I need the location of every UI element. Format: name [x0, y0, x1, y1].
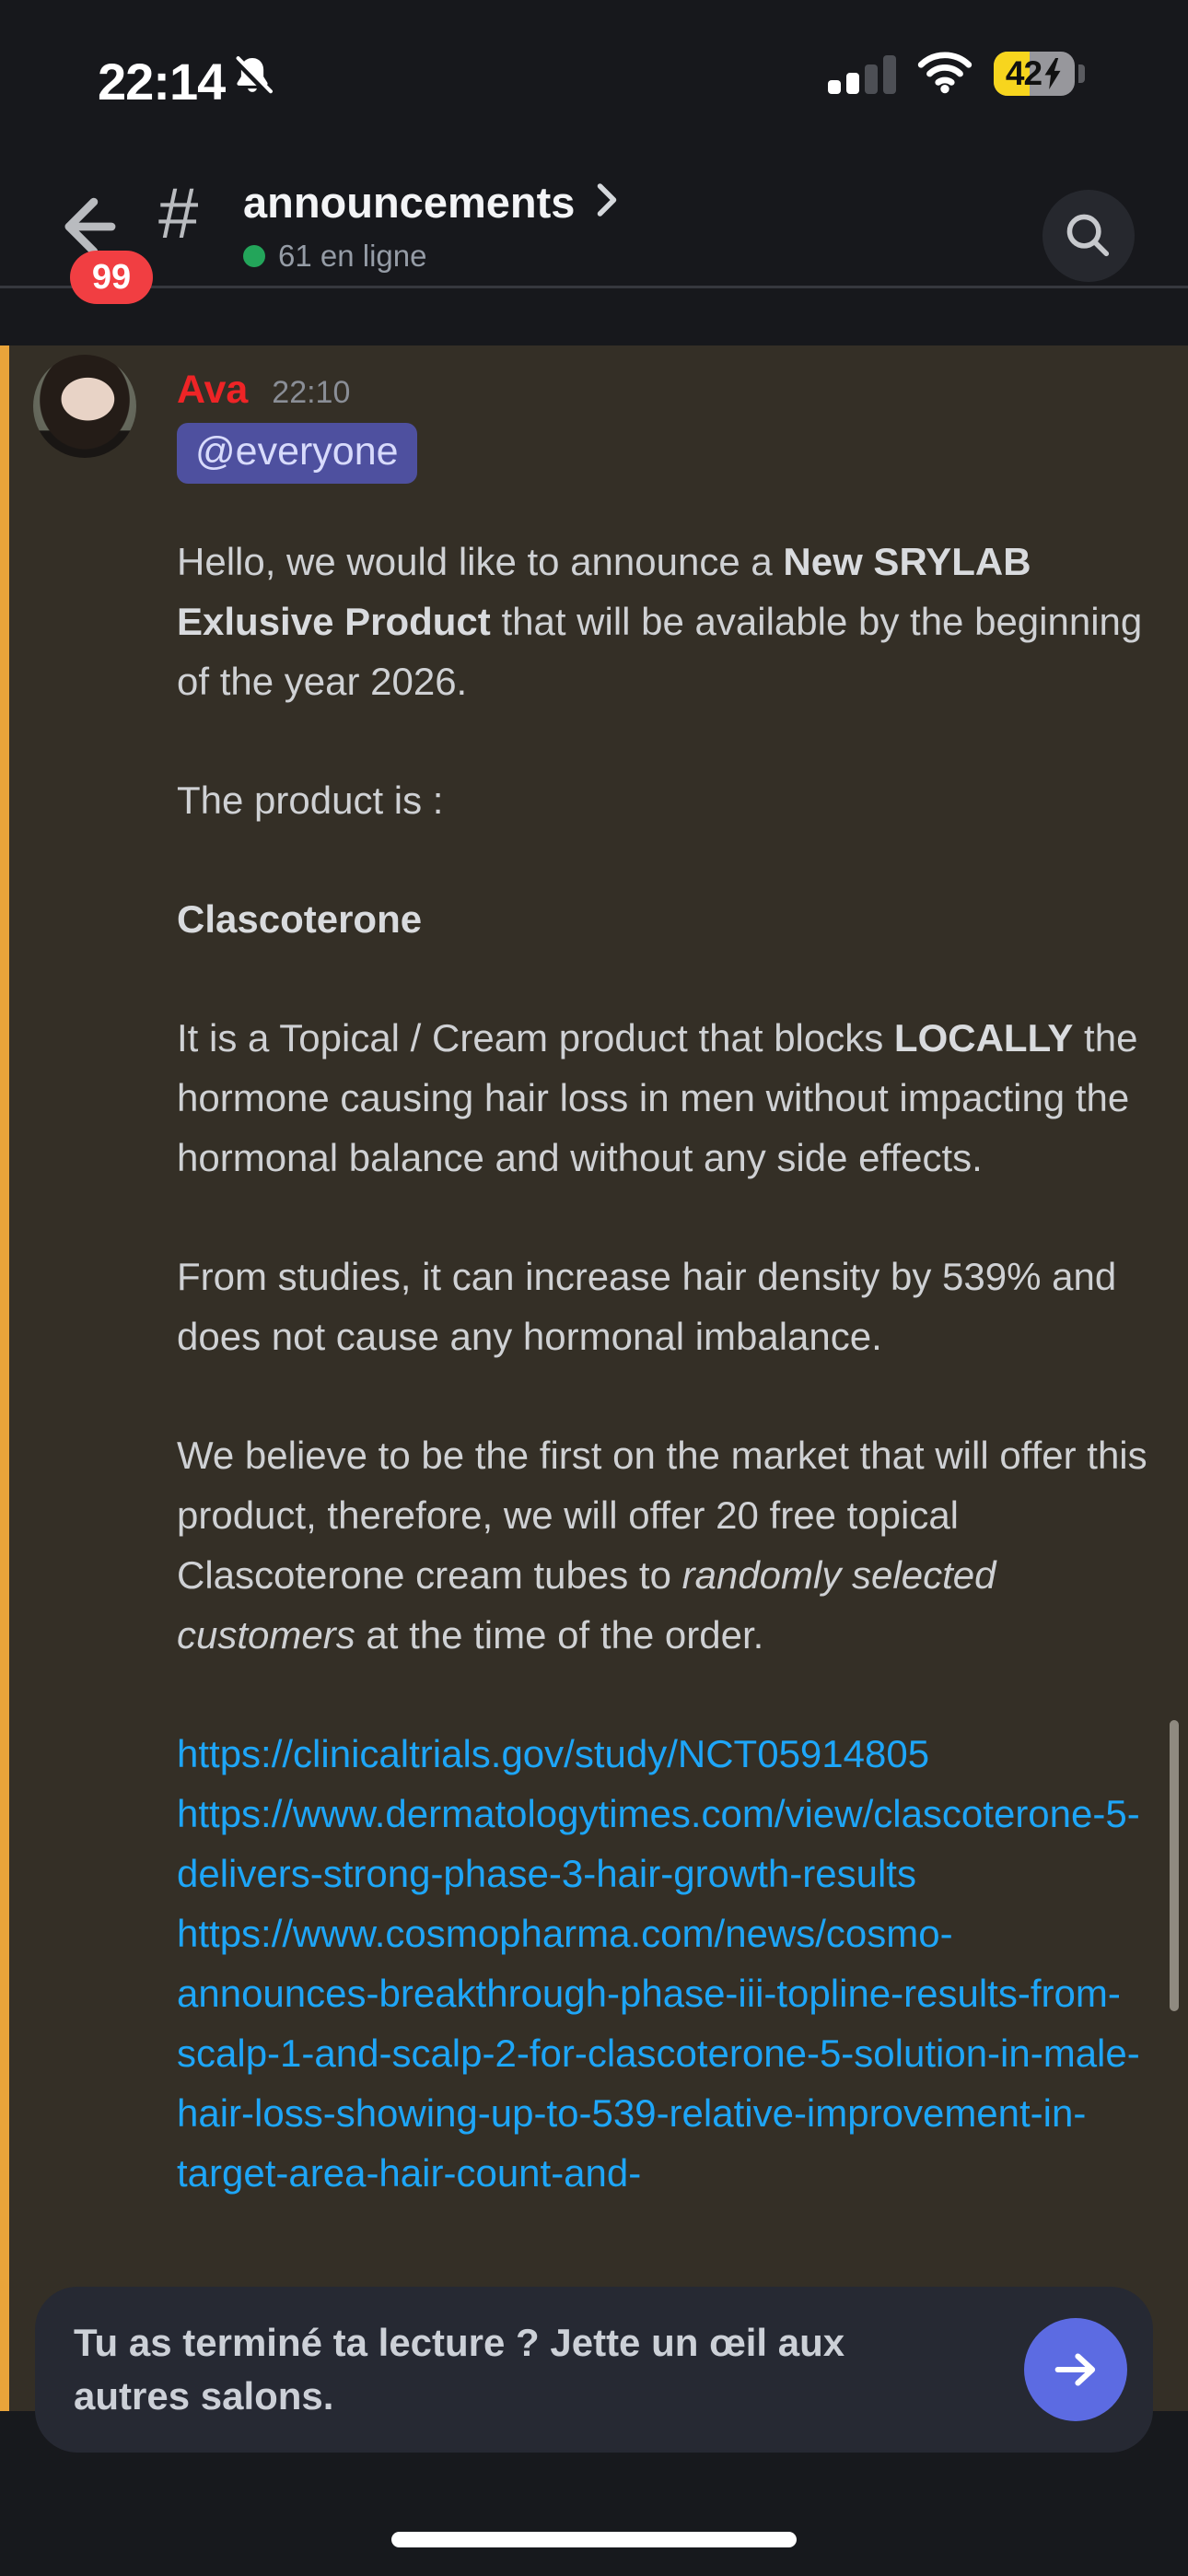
- paragraph-6-italic: randomly selected customers: [177, 1553, 996, 1657]
- paragraph-1-bold: New SRYLAB Exlusive Product: [177, 540, 1031, 643]
- paragraph-2: The product is :: [177, 779, 444, 822]
- charging-bolt-icon: [1042, 58, 1063, 89]
- paragraph-3: [177, 889, 1147, 949]
- scrollbar-thumb[interactable]: [1170, 1720, 1179, 2011]
- paragraph-1-text: Hello, we would like to announce a: [177, 540, 784, 583]
- link-cosmopharma[interactable]: https://www.cosmopharma.com/news/cosmo-announces-breakthrough-phase-iii-topline-results-from-scalp-1-and-scalp-2-for-clascoterone-5-solution-in-male-hair-loss-showing-up-to-539-relative-improvement-in-target-area-hair-count-and-: [177, 1912, 1140, 2195]
- next-channel-button[interactable]: [1024, 2318, 1127, 2421]
- status-icons: [828, 46, 1085, 101]
- home-indicator[interactable]: [391, 2532, 797, 2547]
- channel-header: [0, 120, 1188, 316]
- avatar[interactable]: [33, 355, 136, 458]
- paragraph-4-text-end: the hormone causing hair loss in men without impacting the hormonal balance and without any side effects.: [177, 1016, 1138, 1179]
- notifications-muted-icon: [228, 53, 276, 106]
- wifi-icon: [916, 50, 973, 99]
- top-section: [0, 0, 1188, 345]
- links-block: [177, 1724, 1147, 2203]
- header-divider: [0, 286, 1188, 288]
- paragraph-1-text-end: that will be available by the beginning of the year 2026.: [177, 600, 1143, 703]
- paragraph-1: [177, 532, 1147, 711]
- paragraph-4-bold: LOCALLY: [893, 1016, 1074, 1060]
- paragraph-4-text: It is a Topical / Cream product that blocks: [177, 1016, 894, 1060]
- channel-hash-icon: #: [158, 172, 199, 253]
- status-bar: [0, 0, 1188, 120]
- everyone-mention[interactable]: @everyone: [177, 423, 417, 484]
- arrow-right-icon: [1049, 2343, 1102, 2396]
- link-dermatologytimes[interactable]: https://www.dermatologytimes.com/view/clascoterone-5-delivers-strong-phase-3-hair-growth-results: [177, 1792, 1140, 1895]
- online-status-dot: [243, 245, 265, 267]
- battery-icon: [994, 52, 1075, 96]
- chevron-right-icon: [591, 181, 623, 223]
- search-button[interactable]: [1042, 190, 1135, 282]
- banner-text: Tu as terminé ta lecture ? Jette un œil aux autres salons.: [74, 2321, 845, 2418]
- paragraph-6-text: We believe to be the first on the market that will offer this product, therefore, we will offer 20 free topical Clascoterone cream tubes to: [177, 1434, 1147, 1597]
- paragraph-6: [177, 1425, 1147, 1665]
- channel-name[interactable]: announcements: [243, 178, 576, 227]
- cellular-signal-icon: [828, 53, 896, 94]
- paragraph-4: [177, 1008, 1147, 1188]
- unread-marker-bar: [0, 345, 9, 2411]
- battery-percent: 42: [1005, 54, 1042, 92]
- product-name: Clascoterone: [177, 897, 423, 941]
- online-count: 61 en ligne: [278, 239, 427, 273]
- finished-reading-banner[interactable]: [35, 2287, 1153, 2453]
- clock: 22:14: [98, 53, 226, 111]
- search-icon: [1062, 209, 1115, 263]
- message: [177, 360, 1147, 2203]
- battery-nub: [1078, 64, 1085, 83]
- chat-area: [0, 345, 1188, 2411]
- paragraph-5: From studies, it can increase hair density by 539% and does not cause any hormonal imbalance.: [177, 1255, 1117, 1358]
- unread-count-badge: 99: [70, 251, 153, 304]
- paragraph-6-text-end: at the time of the order.: [355, 1613, 764, 1657]
- channel-title-block[interactable]: [243, 177, 623, 274]
- message-author[interactable]: Ava: [177, 368, 249, 412]
- message-timestamp: 22:10: [272, 375, 351, 410]
- link-clinicaltrials[interactable]: https://clinicaltrials.gov/study/NCT05914805: [177, 1732, 930, 1775]
